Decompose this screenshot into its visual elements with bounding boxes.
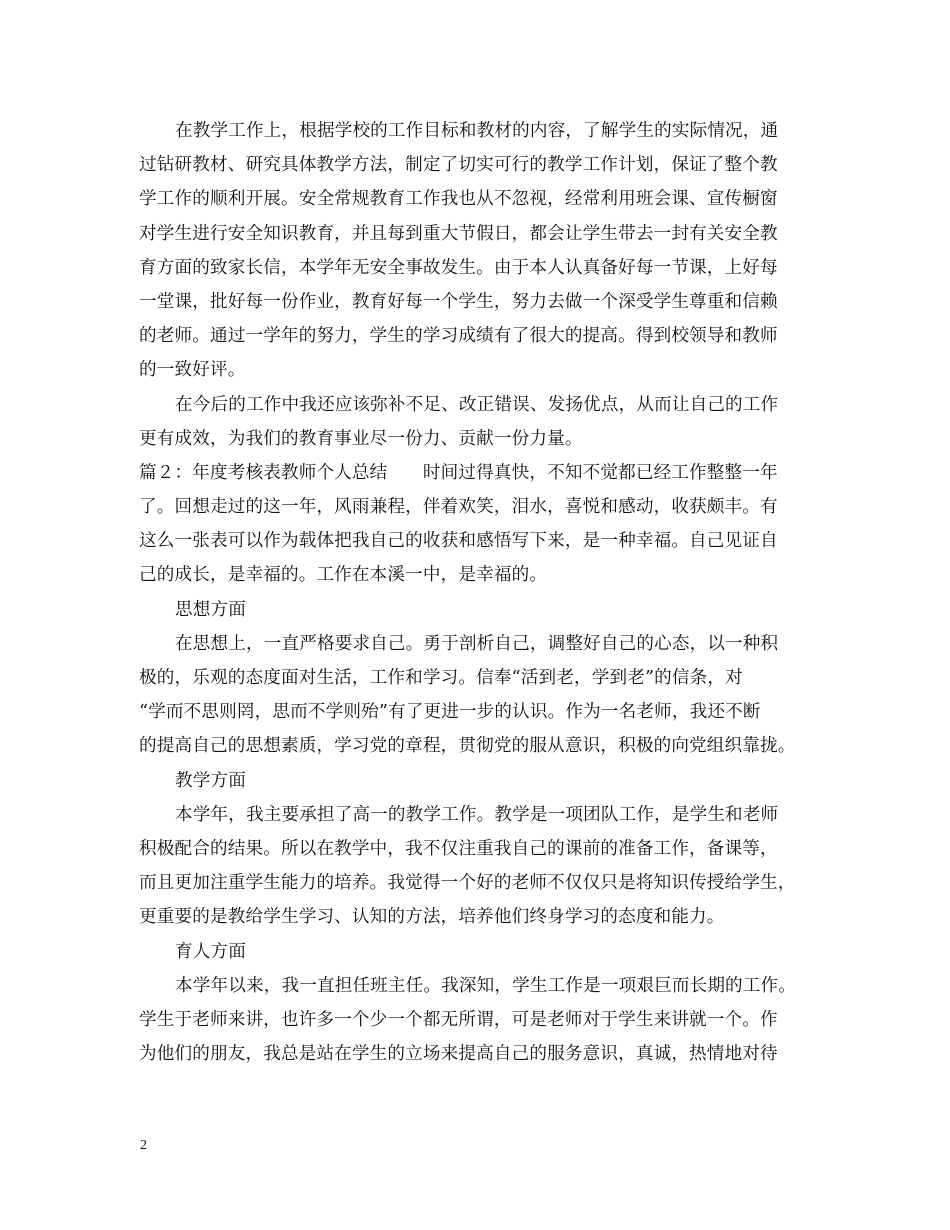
subheading-teaching: 教学方面	[175, 770, 246, 791]
paragraph-line: 为他们的朋友，我总是站在学生的立场来提高自己的服务意识，真诚，热情地对待	[139, 1044, 778, 1065]
subheading-education: 育人方面	[175, 941, 246, 962]
paragraph-line: 的一致好评。	[139, 360, 246, 381]
document-body	[139, 114, 824, 1071]
paragraph-line: 在思想上，一直严格要求自己。勇于剖析自己，调整好自己的心态，以一种积	[175, 633, 779, 654]
paragraph-line: 更重要的是教给学生学习、认知的方法，培养他们终身学习的态度和能力。	[139, 907, 725, 928]
paragraph-line: 学工作的顺利开展。安全常规教育工作我也从不忽视，经常利用班会课、宣传橱窗	[139, 189, 778, 210]
paragraph-line: 更有成效，为我们的教育事业尽一份力、贡献一份力量。	[139, 428, 583, 449]
paragraph-line: 了。回想走过的这一年，风雨兼程，伴着欢笑，泪水，喜悦和感动，收获颇丰。有	[139, 497, 778, 518]
paragraph-line: 积极配合的结果。所以在教学中，我不仅注重我自己的课前的准备工作，备课等，	[139, 838, 778, 859]
paragraph-line: 本学年以来，我一直担任班主任。我深知，学生工作是一项艰巨而长期的工作。	[175, 975, 797, 996]
subheading-ideology: 思想方面	[175, 599, 246, 620]
paragraph-line: 学生于老师来讲，也许多一个少一个都无所谓，可是老师对于学生来讲就一个。作	[139, 1009, 778, 1030]
paragraph-line: 育方面的致家长信，本学年无安全事故发生。由于本人认真备好每一节课，上好每	[139, 257, 778, 278]
section-title-line: 篇２：年度考核表教师个人总结 时间过得真快，不知不觉都已经工作整整一年	[139, 462, 778, 483]
paragraph-line: 的提高自己的思想素质，学习党的章程，贯彻党的服从意识，积极的向党组织靠拢。	[139, 736, 796, 757]
paragraph-line: 极的，乐观的态度面对生活，工作和学习。信奉“活到老，学到老”的信条，对	[139, 668, 743, 688]
page-number: 2	[140, 1138, 147, 1153]
paragraph-line: 过钻研教材、研究具体教学方法，制定了切实可行的教学工作计划，保证了整个教	[139, 155, 778, 176]
paragraph-line: 这么一张表可以作为载体把我自己的收获和感悟写下来，是一种幸福。自己见证自	[139, 531, 778, 552]
paragraph-line: 在教学工作上，根据学校的工作目标和教材的内容，了解学生的实际情况，通	[175, 121, 779, 141]
paragraph-line: 的老师。通过一学年的努力，学生的学习成绩有了很大的提高。得到校领导和教师	[139, 326, 778, 347]
paragraph-line: 一堂课，批好每一份作业，教育好每一个学生，努力去做一个深受学生尊重和信赖	[139, 291, 778, 312]
paragraph-line: “学而不思则罔，思而不学则殆”有了更进一步的认识。作为一名老师，我还不断	[139, 702, 761, 723]
paragraph-line: 而且更加注重学生能力的培养。我觉得一个好的老师不仅仅只是将知识传授给学生，	[139, 873, 796, 894]
paragraph-line: 对学生进行安全知识教育，并且每到重大节假日，都会让学生带去一封有关安全教	[139, 223, 778, 244]
paragraph-line: 在今后的工作中我还应该弥补不足、改正错误、发扬优点，从而让自己的工作	[175, 394, 779, 415]
paragraph-line: 己的成长，是幸福的。工作在本溪一中，是幸福的。	[139, 565, 548, 586]
paragraph-line: 本学年，我主要承担了高一的教学工作。教学是一项团队工作，是学生和老师	[175, 804, 779, 825]
